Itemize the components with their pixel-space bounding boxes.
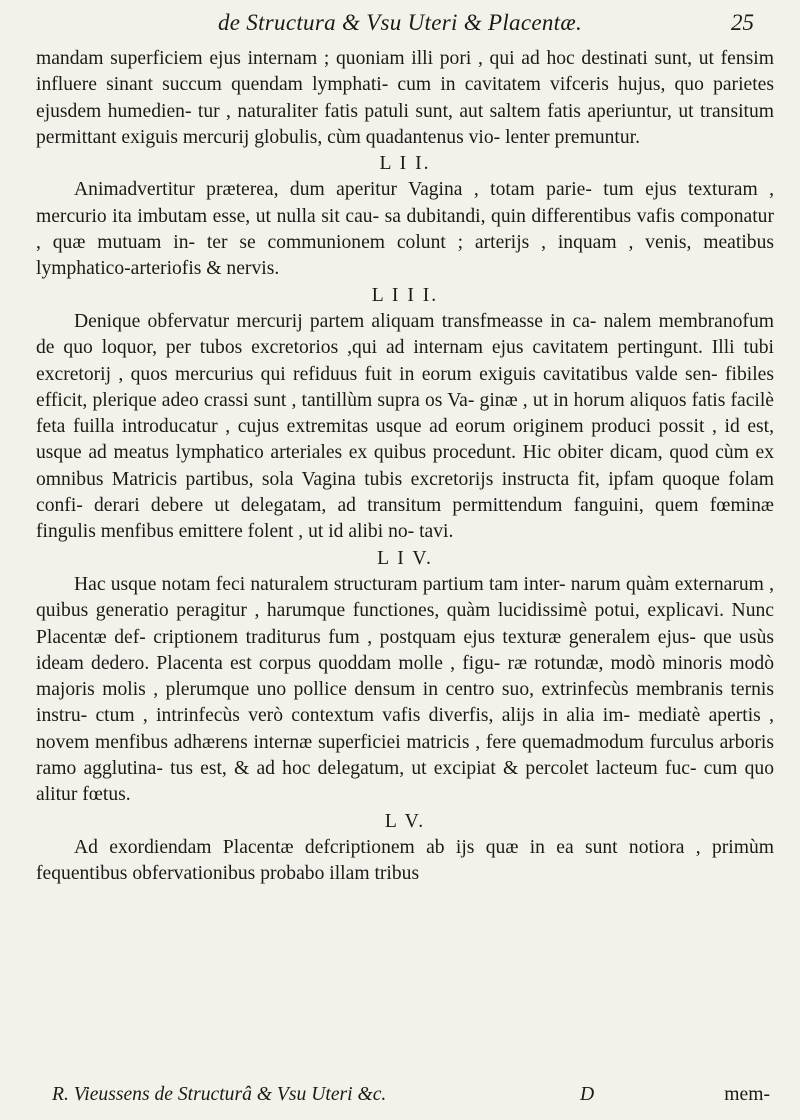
section-number: L V. <box>384 810 426 832</box>
section-number: L I I. <box>379 153 431 175</box>
paragraph: Hac usque notam feci naturalem structuram partium tam inter- narum quàm externarum , quibus generatio peragitur , harumque functiones, quàm lucidissimè potui, explicavi. Nunc Placentæ def- criptionem traditurus fum , postquam ejus texturæ generalem ejus- que usùs ideam dedero. Placenta est corpus quoddam molle , figu- ræ rotundæ, modò minoris modò majoris molis , plerumque uno pollice densum in centro suo, extrinfecùs membranis ternis instru- ctum , intrinfecùs verò contextum vafis diverfis, alijs in alia im- mediatè apertis , novem menfibus adhærens internæ superficiei matricis , fere quemadmodum furculus arboris ramo agglutina- tus est, & ad hoc delegatum, ut excipiat & percolet lacteum fuc- cum quo alitur fœtus. <box>36 573 774 806</box>
page-footer <box>52 1084 770 1112</box>
paragraph: Denique obfervatur mercurij partem aliquam transfmeasse in ca- nalem membranofum de quo loquor, per tubos excretorios ,qui ad internam ejus cavitatem pertingunt. Illi tubi excretorij , quos mercurius qui refiduus fuit in eorum exiguis cavitatibus valde sen- fibiles efficit, plerique adeo crassi sunt , tantillùm supra os Va- ginæ , ut in horum aliquos fatis facilè feta fuilla introducatur , cujus extremitas usque ad eorum originem produci possit , id est, usque ad meatus lymphatico arteriales ex quibus procedunt. Hic obiter dicam, quod cùm ex omnibus Matricis partibus, sola Vagina tubis excretorijs instructa fit, ipfam quoque folam confi- derari debere ut delegatam, ad transitum permittendum fanguini, quem fœminæ fingulis menfibus emittere folent , ut id alibi no- tavi. <box>36 310 774 543</box>
section-number: L I I I. <box>371 284 439 306</box>
body-text <box>36 46 774 1120</box>
paragraph: Ad exordiendam Placentæ defcriptionem ab ijs quæ in ea sunt notiora , primùm fequentibus obfervationibus probabo illam tribus <box>36 836 774 885</box>
section-number: L I V. <box>377 547 433 569</box>
signature-mark: D <box>580 1084 595 1105</box>
running-title: de Structura & Vsu Uteri & Placentæ. <box>217 10 583 35</box>
paragraph: Animadvertitur præterea, dum aperitur Vagina , totam parie- tum ejus texturam , mercurio ita imbutam esse, ut nulla sit cau- sa dubitandi, quin differentibus vafis componatur , quæ mutuam in- ter se communionem colunt ; arterijs , inquam , venis, meatibus lymphatico-arteriofis & nervis. <box>36 179 774 280</box>
page-header <box>40 6 760 40</box>
catchword: mem- <box>724 1084 770 1105</box>
page-number: 25 <box>731 10 754 35</box>
footer-author-line: R. Vieussens de Structurâ & Vsu Uteri &c. <box>52 1084 387 1105</box>
paragraph: mandam superficiem ejus internam ; quoniam illi pori , qui ad hoc destinati sunt, ut fensim influere sinant succum quendam lymphati- cum in cavitatem vifceris hujus, quo parietes ejusdem humedien- tur , naturaliter fatis patuli sunt, aut saltem fatis aperiuntur, ut transitum permittant exiguis mercurij globulis, cùm quadantenus vio- lenter premuntur. <box>36 48 774 148</box>
